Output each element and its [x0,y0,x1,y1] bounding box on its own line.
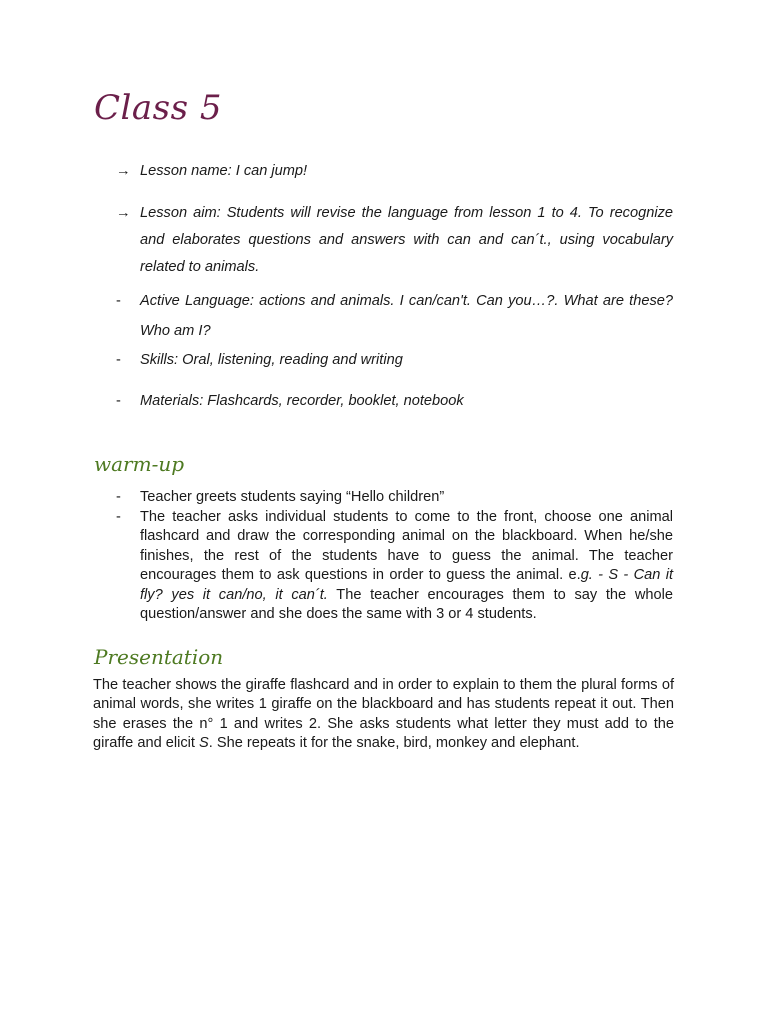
warmup-heading: warm-up [94,452,185,476]
lesson-name-item [116,158,673,185]
bullet-dash: - [116,393,121,409]
bullet-dash: - [116,293,121,309]
lesson-aim-text: Lesson aim: Students will revise the language from lesson 1 to 4. To recognize and elaborates questions and answers with can and can´t., using vocabulary related to animals. [140,205,673,275]
bullet-dash: - [116,352,121,368]
active-language-text: Active Language: actions and animals. I can/can't. Can you…?. What are these? Who am I? [140,293,673,339]
warmup-item-flashcard [116,508,673,624]
bullet-dash: - [116,489,121,505]
page-title: Class 5 [94,88,222,128]
lesson-name-text: Lesson name: I can jump! [140,163,308,179]
bullet-dash: - [116,509,121,525]
presentation-paragraph: The teacher shows the giraffe flashcard and in order to explain to them the plural forms of animal words, she writes 1 giraffe on the blackboard and has students repeat it out. Then she erases the n° 1 and writes 2. She asks students what letter they must add to the giraffe and elicit S. She repeats it for the snake, bird, monkey and elephant. [93,677,674,752]
warmup-greeting-text: Teacher greets students saying “Hello children” [140,489,445,505]
active-language-item [116,286,673,346]
lesson-aim-item [116,200,673,281]
skills-text: Skills: Oral, listening, reading and writing [140,352,403,368]
materials-item [116,388,673,415]
arrow-icon: → [116,205,131,221]
materials-text: Materials: Flashcards, recorder, booklet, notebook [140,393,464,409]
skills-item [116,347,673,374]
warmup-item-greeting [116,488,673,507]
presentation-heading: Presentation [94,645,224,669]
arrow-icon: → [116,163,131,179]
warmup-flashcard-text: The teacher asks individual students to come to the front, choose one animal flashcard and draw the corresponding animal on the blackboard. When he/she finishes, the rest of the students have to guess the animal. The teacher encourages them to ask questions in order to guess the animal. e.g. - S - Can it fly? yes it can/no, it can´t. The teacher encourages them to say the whole question/answer and she does the same with 3 or 4 students. [140,509,674,623]
